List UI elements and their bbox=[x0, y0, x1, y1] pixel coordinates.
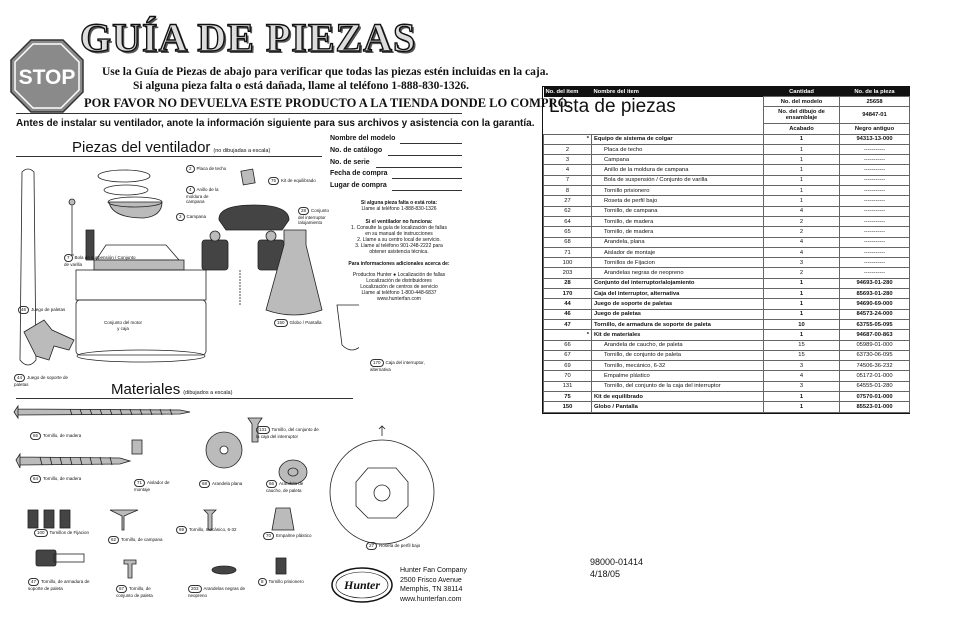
rosette-illustration bbox=[328, 420, 436, 560]
mat-label-27: 27 Roseta de perfil bajo bbox=[366, 542, 420, 550]
meta-value: Negro antiguo bbox=[840, 124, 910, 134]
mat-label-131: 131 Tornillo, del conjunto de la caja del interruptor bbox=[256, 427, 319, 439]
additional-info: Para informaciones adicionales acerca de: Productos Hunter ● Localización de fallas Localización de distribuidores Localización de centros de servicio Llame al teléfono 1-800-448-6837 www.hunterfan.com bbox=[348, 261, 450, 302]
cell-item: 64 bbox=[544, 216, 592, 226]
table-row bbox=[544, 186, 910, 196]
company-website[interactable]: www.hunterfan.com bbox=[400, 595, 462, 603]
cell-item: 46 bbox=[544, 309, 592, 319]
set-screw-drawing bbox=[28, 510, 38, 528]
table-row bbox=[544, 247, 910, 257]
cell-qty: 1 bbox=[764, 186, 840, 196]
mat-label-8: 8 Tornillo prisionero bbox=[258, 578, 304, 586]
materials-title: Materiales bbox=[111, 381, 181, 398]
mat-label-68: 68 Arandela plana bbox=[199, 480, 242, 488]
cell-item: 27 bbox=[544, 196, 592, 206]
cell-name: Juego de soporte de paletas bbox=[592, 299, 764, 309]
cell-qty: 3 bbox=[764, 381, 840, 391]
cell-name: Tornillo prisionero bbox=[592, 186, 764, 196]
cell-qty: 4 bbox=[764, 371, 840, 381]
cell-part: ----------- bbox=[840, 227, 910, 237]
cell-qty: 4 bbox=[764, 206, 840, 216]
alt-switch-cup-drawing bbox=[337, 305, 359, 350]
meta-label: No. del modelo bbox=[764, 97, 840, 107]
cell-item: 71 bbox=[544, 247, 592, 257]
table-row bbox=[544, 309, 910, 319]
cell-item: 150 bbox=[544, 402, 592, 412]
parts-list-title: Lista de piezas bbox=[549, 96, 676, 117]
instruction-line-3: POR FAVOR NO DEVUELVA ESTE PRODUCTO A LA TIENDA DONDE LO COMPRÓ. bbox=[84, 96, 571, 110]
cell-qty: 2 bbox=[764, 227, 840, 237]
table-row bbox=[544, 381, 910, 391]
field-purchase-date: Fecha de compra bbox=[330, 170, 388, 177]
isolator-drawing bbox=[132, 440, 142, 454]
cell-name: Globo / Pantalla bbox=[592, 402, 764, 412]
cell-name: Campana bbox=[592, 155, 764, 165]
cell-part: 64555-01-280 bbox=[840, 381, 910, 391]
document-date: 4/18/05 bbox=[590, 569, 621, 579]
cell-name: Anillo de la moldura de campana bbox=[592, 165, 764, 175]
cell-qty: 10 bbox=[764, 319, 840, 329]
switch-housing-drawing bbox=[219, 205, 289, 230]
mat-label-100: 100 Tornillos de Fijacion bbox=[34, 529, 89, 537]
fan-parts-title: Piezas del ventilador bbox=[72, 139, 211, 156]
table-row bbox=[544, 144, 910, 154]
bracket-screw-drawing bbox=[36, 550, 56, 566]
blade-bracket-drawing bbox=[24, 320, 74, 360]
table-row bbox=[544, 258, 910, 268]
mat-label-67: 67 Tornillo, de conjunto de paleta bbox=[116, 586, 153, 598]
cell-item: 2 bbox=[544, 144, 592, 154]
set-screw-8-drawing bbox=[276, 558, 286, 574]
cell-name: Conjunto del interruptor/alojamiento bbox=[592, 278, 764, 288]
cell-name: Roseta de perfil bajo bbox=[592, 196, 764, 206]
cell-qty: 1 bbox=[764, 330, 840, 340]
cell-qty: 1 bbox=[764, 402, 840, 412]
table-row bbox=[544, 361, 910, 371]
cell-name: Kit de equilibrado bbox=[592, 392, 764, 402]
mat-label-70: 70 Empalme plástico bbox=[263, 532, 312, 540]
table-row bbox=[544, 402, 910, 412]
wire-nut-drawing bbox=[272, 508, 294, 530]
cell-qty: 1 bbox=[764, 196, 840, 206]
document-number: 98000-01414 bbox=[590, 557, 644, 567]
cell-item: 3 bbox=[544, 155, 592, 165]
cell-qty: 1 bbox=[764, 155, 840, 165]
missing-parts-info: Si alguna pieza falta o está rota: Llame al teléfono 1-888-830-1326 bbox=[360, 200, 438, 212]
cell-qty: 1 bbox=[764, 299, 840, 309]
company-name: Hunter Fan Company bbox=[400, 567, 467, 574]
table-row bbox=[544, 371, 910, 381]
cell-qty: 1 bbox=[764, 175, 840, 185]
cell-part: 94313-13-000 bbox=[840, 134, 910, 144]
cell-qty: 2 bbox=[764, 268, 840, 278]
table-row bbox=[544, 196, 910, 206]
part-label-3: 3 Campana bbox=[176, 213, 206, 221]
hunter-logo bbox=[330, 565, 394, 605]
ceiling-plate-drawing bbox=[98, 170, 150, 182]
cell-item: 66 bbox=[544, 340, 592, 350]
field-model-name-line[interactable] bbox=[400, 143, 462, 144]
col-item-number: No. del item bbox=[544, 87, 592, 97]
part-label-7: 7 Bola de suspensión / Conjunto de varilla bbox=[64, 255, 136, 267]
cell-qty: 1 bbox=[764, 165, 840, 175]
table-row bbox=[544, 134, 910, 144]
cell-part: 63730-06-095 bbox=[840, 350, 910, 360]
instruction-line-1: Use la Guía de Piezas de abajo para verificar que todas las piezas estén incluidas en la caja. bbox=[102, 66, 549, 78]
cell-qty: 1 bbox=[764, 144, 840, 154]
part-label-75: 75 Kit de equilibrado bbox=[268, 177, 316, 185]
mat-label-69: 69 Tornillo, mecánico, 6-32 bbox=[176, 526, 237, 534]
field-catalog-number: No. de catálogo bbox=[330, 147, 383, 154]
mat-label-65: 65 Tornillo, de madera bbox=[30, 432, 81, 440]
table-row bbox=[544, 155, 910, 165]
cell-qty: 3 bbox=[764, 361, 840, 371]
hunter-logo-text: Hunter bbox=[343, 578, 381, 592]
cell-qty: 2 bbox=[764, 216, 840, 226]
cell-name: Placa de techo bbox=[592, 144, 764, 154]
field-purchase-place-line[interactable] bbox=[392, 190, 462, 191]
mat-label-47: 47 Tornillo, de armadura de soporte de paleta bbox=[28, 579, 90, 591]
table-row bbox=[544, 330, 910, 340]
materials-note: (dibujados a escala) bbox=[183, 390, 233, 396]
part-label-150: 150 Globo / Pantalla bbox=[274, 319, 322, 327]
cell-part: ----------- bbox=[840, 196, 910, 206]
table-row bbox=[544, 278, 910, 288]
table-row bbox=[544, 299, 910, 309]
wood-screw-64-drawing bbox=[16, 454, 130, 468]
cell-item: * bbox=[544, 330, 592, 340]
table-row bbox=[544, 319, 910, 329]
mat-label-71: 71 Aislador de montaje bbox=[134, 480, 170, 492]
cell-qty: 1 bbox=[764, 134, 840, 144]
cell-part: ----------- bbox=[840, 268, 910, 278]
company-street: 2500 Frisco Avenue bbox=[400, 576, 462, 584]
cell-item: 62 bbox=[544, 206, 592, 216]
cell-name: Juego de paletas bbox=[592, 309, 764, 319]
company-city: Memphis, TN 38114 bbox=[400, 586, 463, 593]
cell-item: 47 bbox=[544, 319, 592, 329]
cell-part: 94693-01-280 bbox=[840, 278, 910, 288]
canopy-screw-drawing bbox=[110, 510, 138, 530]
field-catalog-number-line[interactable] bbox=[388, 155, 462, 156]
table-row bbox=[544, 350, 910, 360]
cell-item: 100 bbox=[544, 258, 592, 268]
field-serial-number: No. de serie bbox=[330, 159, 370, 166]
cell-part: ----------- bbox=[840, 258, 910, 268]
cell-part: ----------- bbox=[840, 144, 910, 154]
cell-item: 44 bbox=[544, 299, 592, 309]
cell-part: 07570-01-000 bbox=[840, 392, 910, 402]
cell-name: Tornillo, de madera bbox=[592, 227, 764, 237]
fan-parts-heading bbox=[72, 139, 270, 156]
cell-name: Tornillo, de armadura de soporte de paleta bbox=[592, 319, 764, 329]
field-purchase-place: Lugar de compra bbox=[330, 182, 387, 189]
instruction-line-2: Si alguna pieza falta o está dañada, llame al teléfono 1-888-830-1326. bbox=[133, 80, 470, 92]
blade-screw-drawing bbox=[124, 560, 136, 578]
cell-qty: 4 bbox=[764, 237, 840, 247]
meta-blank bbox=[544, 124, 764, 134]
cell-item: 7 bbox=[544, 175, 592, 185]
cell-qty: 1 bbox=[764, 289, 840, 299]
mat-label-62: 62 Tornillo, de campana bbox=[108, 536, 163, 544]
cell-name: Bola de suspensión / Conjunto de varilla bbox=[592, 175, 764, 185]
part-label-motor: Conjunto del motor y caja bbox=[103, 320, 143, 331]
meta-value: 25658 bbox=[840, 97, 910, 107]
cell-part: 05989-01-000 bbox=[840, 340, 910, 350]
materials-divider bbox=[16, 398, 353, 399]
table-row bbox=[544, 392, 910, 402]
cell-name: Equipo de sistema de colgar bbox=[592, 134, 764, 144]
meta-value: 94847-01 bbox=[840, 107, 910, 124]
table-row bbox=[544, 340, 910, 350]
cell-name: Tornillo, de conjunto de paleta bbox=[592, 350, 764, 360]
part-label-44: 44 Juego de soporte de paletas bbox=[14, 375, 69, 387]
cell-name: Tornillo, de madera bbox=[592, 216, 764, 226]
cell-name: Tornillo, mecánico, 6-32 bbox=[592, 361, 764, 371]
cell-item: 170 bbox=[544, 289, 592, 299]
page-title: GUÍA DE PIEZAS bbox=[80, 15, 417, 60]
cell-item: 65 bbox=[544, 227, 592, 237]
col-quantity: Cantidad bbox=[764, 87, 840, 97]
fan-parts-divider bbox=[16, 156, 322, 157]
cell-item: 69 bbox=[544, 361, 592, 371]
fan-parts-note: (no dibujadas a escala) bbox=[213, 148, 271, 154]
meta-label: No. del dibujo de ensamblaje bbox=[764, 107, 840, 124]
meta-label: Acabado bbox=[764, 124, 840, 134]
field-purchase-date-line[interactable] bbox=[392, 178, 462, 179]
table-row bbox=[544, 175, 910, 185]
cell-part: ----------- bbox=[840, 216, 910, 226]
cell-name: Arandelas negras de neopreno bbox=[592, 268, 764, 278]
cell-item: 203 bbox=[544, 268, 592, 278]
cell-qty: 15 bbox=[764, 340, 840, 350]
cell-part: ----------- bbox=[840, 237, 910, 247]
balancing-kit-drawing bbox=[241, 169, 255, 185]
stop-sign-text: STOP bbox=[18, 66, 76, 89]
downrod-drawing bbox=[70, 205, 74, 255]
canopy-drawing bbox=[109, 202, 162, 218]
cell-name: Caja del interruptor, alternativa bbox=[592, 289, 764, 299]
cell-part: 94690-69-000 bbox=[840, 299, 910, 309]
cell-part: 05172-01-000 bbox=[840, 371, 910, 381]
document-meta bbox=[590, 556, 643, 580]
cell-qty: 4 bbox=[764, 247, 840, 257]
mat-label-203: 203 Arandelas negras de neopreno bbox=[188, 586, 246, 598]
cell-part: ----------- bbox=[840, 165, 910, 175]
table-row bbox=[544, 289, 910, 299]
cell-part: 63755-05-095 bbox=[840, 319, 910, 329]
rosette-drawing bbox=[330, 440, 434, 544]
part-label-28: 28 Conjunto del interruptor /alojamiento bbox=[298, 208, 330, 225]
parts-list-table bbox=[542, 86, 910, 414]
table-row bbox=[544, 216, 910, 226]
cell-part: 85693-01-280 bbox=[840, 289, 910, 299]
cell-part: ----------- bbox=[840, 155, 910, 165]
cell-part: ----------- bbox=[840, 247, 910, 257]
table-row bbox=[544, 237, 910, 247]
neoprene-washer-drawing bbox=[212, 566, 236, 574]
cell-name: Empalme plástico bbox=[592, 371, 764, 381]
cell-name: Tornillos de Fijacion bbox=[592, 258, 764, 268]
part-label-4: 4 Anillo de la moldura de campana bbox=[186, 187, 219, 204]
table-row bbox=[544, 206, 910, 216]
header-divider bbox=[16, 113, 462, 114]
part-label-2: 2 Placa de techo bbox=[186, 165, 226, 173]
cell-name: Tornillo, de campana bbox=[592, 206, 764, 216]
cell-part: 94687-00-863 bbox=[840, 330, 910, 340]
cell-part: ----------- bbox=[840, 206, 910, 216]
cell-qty: 3 bbox=[764, 258, 840, 268]
cell-item: * bbox=[544, 134, 592, 144]
cell-item: 67 bbox=[544, 350, 592, 360]
col-item-name: Nombre del item bbox=[592, 87, 764, 97]
cell-part: ----------- bbox=[840, 175, 910, 185]
cell-qty: 1 bbox=[764, 392, 840, 402]
materials-heading bbox=[111, 381, 232, 398]
cell-item: 70 bbox=[544, 371, 592, 381]
cell-name: Arandela de caucho, de paleta bbox=[592, 340, 764, 350]
cell-part: 84573-24-000 bbox=[840, 309, 910, 319]
cell-item: 75 bbox=[544, 392, 592, 402]
warranty-intro: Antes de instalar su ventilador, anote la información siguiente para sus archivos y asistencia con la garantía. bbox=[16, 118, 535, 129]
table-row bbox=[544, 227, 910, 237]
field-serial-number-line[interactable] bbox=[376, 167, 462, 168]
cell-qty: 1 bbox=[764, 278, 840, 288]
table-row bbox=[544, 165, 910, 175]
cell-qty: 1 bbox=[764, 309, 840, 319]
mat-label-64: 64 Tornillo, de madera bbox=[30, 475, 81, 483]
cell-item: 68 bbox=[544, 237, 592, 247]
stop-sign-icon bbox=[9, 38, 85, 114]
cell-name: Aislador de montaje bbox=[592, 247, 764, 257]
table-row bbox=[544, 268, 910, 278]
cell-item: 4 bbox=[544, 165, 592, 175]
mat-label-66: 66 Arandela de caucho, de paleta bbox=[266, 481, 304, 493]
cell-name: Kit de materiales bbox=[592, 330, 764, 340]
cell-name: Arandela, plana bbox=[592, 237, 764, 247]
col-part-number: No. de la pieza bbox=[840, 87, 910, 97]
cell-qty: 15 bbox=[764, 350, 840, 360]
field-model-name: Nombre del modelo bbox=[330, 135, 396, 142]
fan-not-working-info: Si el ventilador no funciona: 1. Consulte la guía de localización de fallas en su manual de instrucciones 2. Llame a su centro local de servicio. 3. Llame al teléfono 901-248-2222 para obtener asistencia técnica. bbox=[351, 219, 447, 255]
part-label-170: 170 Caja del interruptor, alternativa bbox=[370, 360, 425, 372]
cell-name: Tornillo, del conjunto de la caja del interruptor bbox=[592, 381, 764, 391]
cell-item: 28 bbox=[544, 278, 592, 288]
cell-part: ----------- bbox=[840, 186, 910, 196]
part-label-46: 46 Juego de paletas bbox=[18, 306, 65, 314]
cell-item: 8 bbox=[544, 186, 592, 196]
wood-screw-65-drawing bbox=[14, 406, 190, 418]
meta-row bbox=[544, 124, 910, 134]
cell-part: 85523-01-000 bbox=[840, 402, 910, 412]
cell-part: 74506-36-232 bbox=[840, 361, 910, 371]
cell-item: 131 bbox=[544, 381, 592, 391]
company-address bbox=[400, 566, 467, 604]
